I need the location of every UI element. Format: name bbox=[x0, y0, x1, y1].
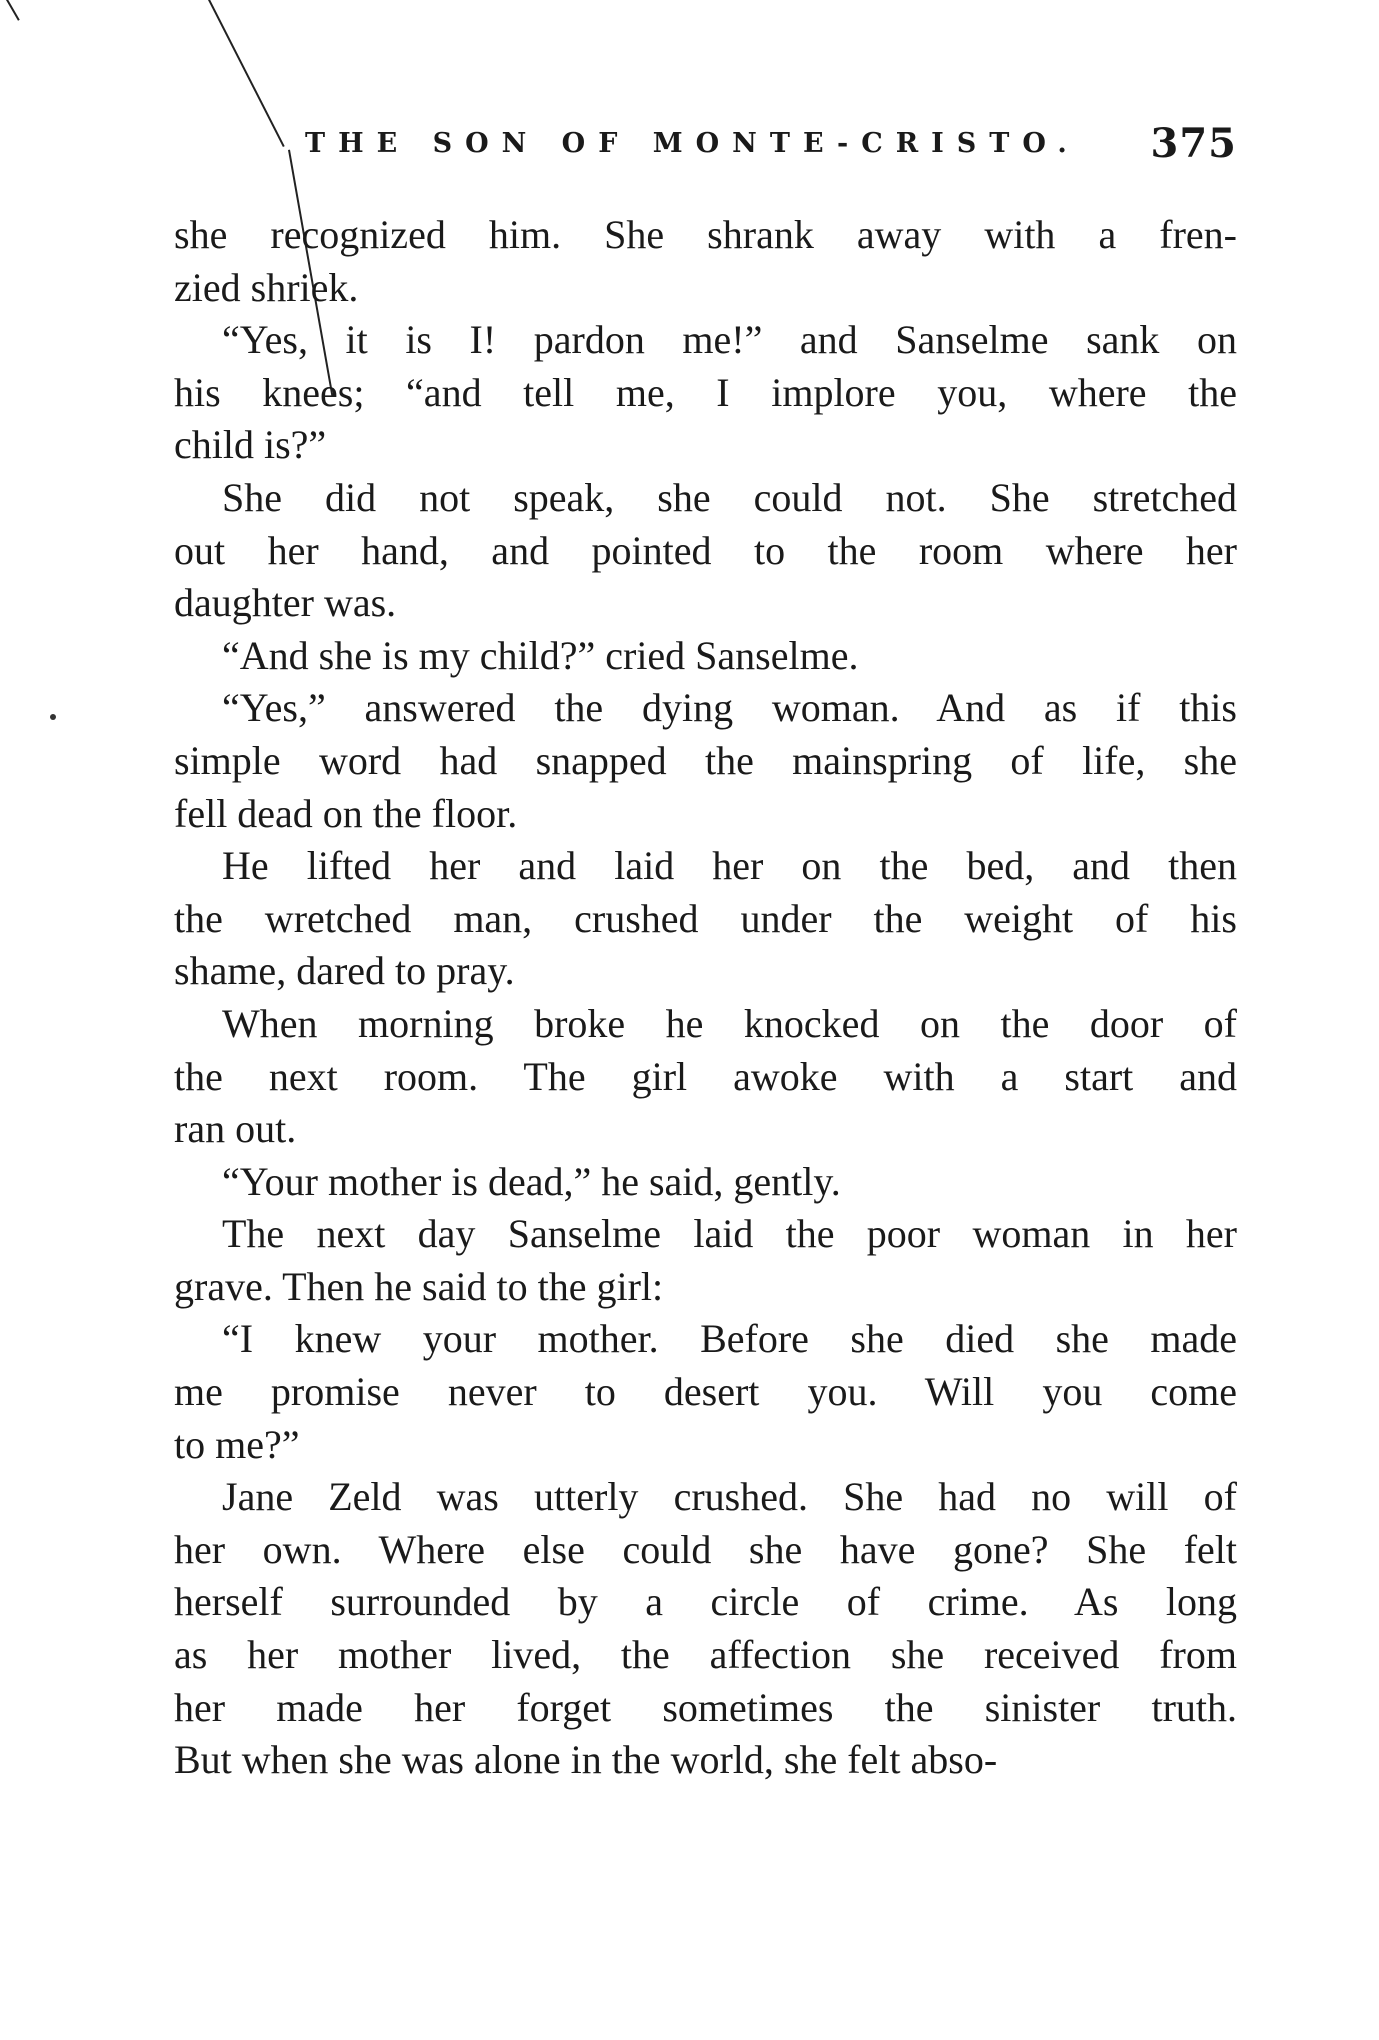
text-line: She did not speak, she could not. She stretched bbox=[222, 474, 1237, 520]
text-line: But when she was alone in the world, she felt abso- bbox=[174, 1737, 998, 1783]
running-title: THE SON OF MONTE-CRISTO. bbox=[305, 128, 1080, 159]
text-line: grave. Then he said to the girl: bbox=[174, 1263, 664, 1309]
text-line: child is?” bbox=[174, 422, 327, 468]
paragraph bbox=[174, 1156, 1237, 1209]
text-line: “I knew your mother. Before she died she made bbox=[222, 1316, 1237, 1362]
paragraph bbox=[174, 1208, 1237, 1313]
text-line: Jane Zeld was utterly crushed. She had no will of bbox=[222, 1474, 1237, 1520]
text-line: the next room. The girl awoke with a start and bbox=[174, 1053, 1237, 1099]
margin-mark bbox=[50, 714, 56, 720]
paragraph bbox=[174, 998, 1237, 1156]
text-line: daughter was. bbox=[174, 580, 397, 626]
paragraph bbox=[174, 1471, 1237, 1787]
text-line: The next day Sanselme laid the poor woman in her bbox=[222, 1211, 1237, 1257]
text-line: “Yes, it is I! pardon me!” and Sanselme sank on bbox=[222, 317, 1237, 363]
paragraph bbox=[174, 630, 1237, 683]
scan-artifact-line bbox=[208, 0, 285, 147]
text-line: herself surrounded by a circle of crime. As long bbox=[174, 1579, 1237, 1625]
text-line: He lifted her and laid her on the bed, and then bbox=[222, 843, 1237, 889]
page-number: 375 bbox=[1150, 120, 1237, 167]
scan-artifact-line bbox=[6, 0, 20, 21]
text-line: as her mother lived, the affection she received from bbox=[174, 1632, 1237, 1678]
text-line: “And she is my child?” cried Sanselme. bbox=[222, 632, 859, 678]
text-line: zied shriek. bbox=[174, 264, 359, 310]
text-line: her made her forget sometimes the sinister truth. bbox=[174, 1684, 1237, 1730]
paragraph bbox=[174, 209, 1237, 314]
text-line: out her hand, and pointed to the room where her bbox=[174, 527, 1237, 573]
page-header bbox=[305, 118, 1237, 178]
text-line: When morning broke he knocked on the door of bbox=[222, 1000, 1237, 1046]
paragraph bbox=[174, 840, 1237, 998]
text-line: her own. Where else could she have gone? She felt bbox=[174, 1526, 1237, 1572]
text-line: me promise never to desert you. Will you come bbox=[174, 1369, 1237, 1415]
text-line: “Your mother is dead,” he said, gently. bbox=[222, 1158, 841, 1204]
paragraph bbox=[174, 314, 1237, 472]
body-text bbox=[174, 209, 1237, 1787]
text-line: the wretched man, crushed under the weight of his bbox=[174, 895, 1237, 941]
paragraph bbox=[174, 682, 1237, 840]
paragraph bbox=[174, 1313, 1237, 1471]
paragraph bbox=[174, 472, 1237, 630]
text-line: shame, dared to pray. bbox=[174, 948, 515, 994]
text-line: his knees; “and tell me, I implore you, where the bbox=[174, 369, 1237, 415]
text-line: simple word had snapped the mainspring of life, she bbox=[174, 737, 1237, 783]
text-line: she recognized him. She shrank away with a fren- bbox=[174, 212, 1237, 257]
text-line: to me?” bbox=[174, 1421, 300, 1467]
text-line: ran out. bbox=[174, 1106, 297, 1152]
text-line: “Yes,” answered the dying woman. And as if this bbox=[222, 685, 1237, 731]
text-line: fell dead on the floor. bbox=[174, 790, 518, 836]
